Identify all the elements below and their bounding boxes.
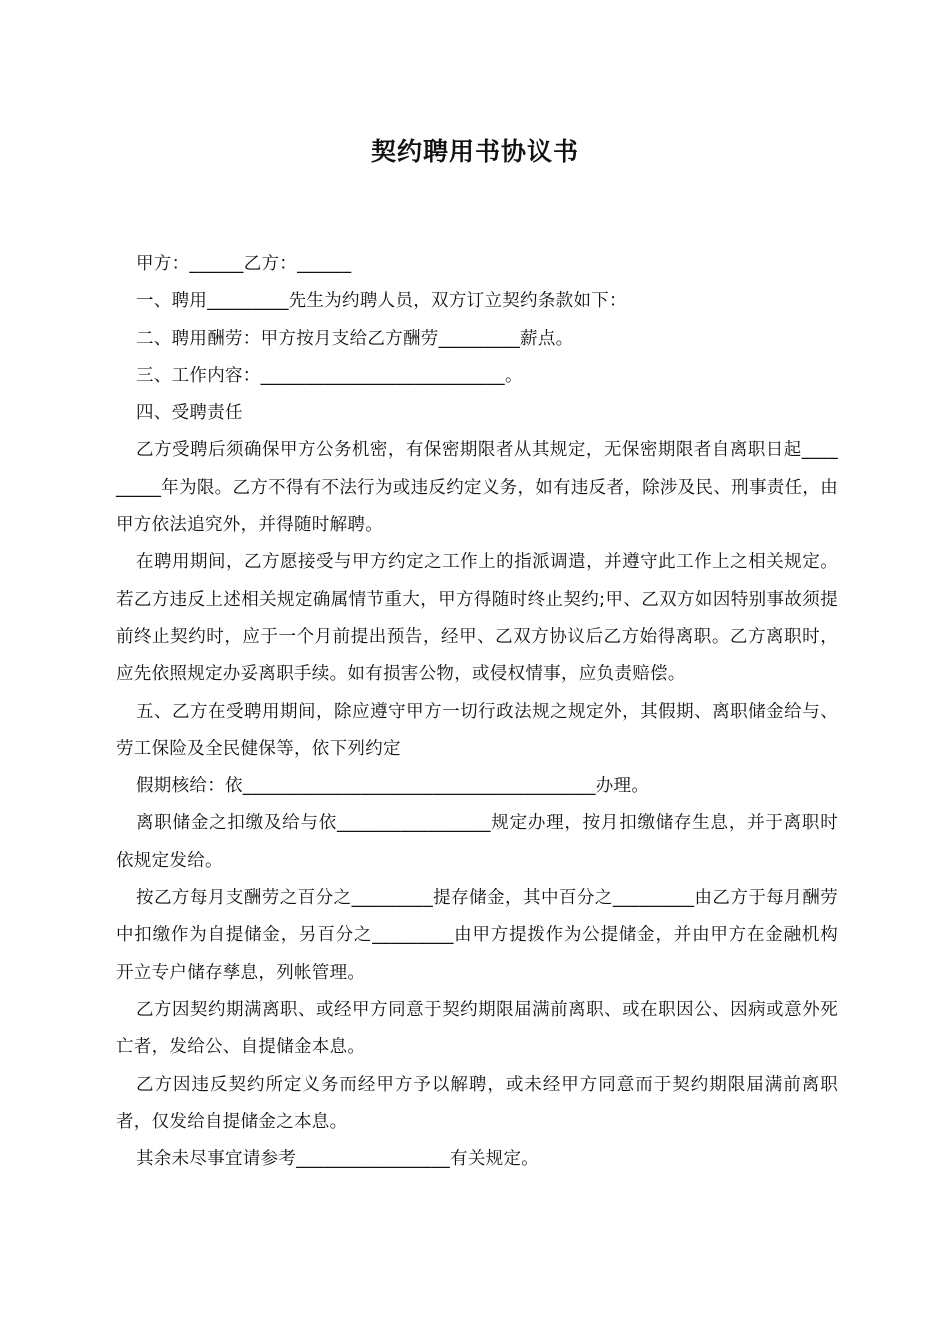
paragraph-parties: 甲方：______乙方：______ [136,254,352,274]
paragraph-clause-1-hire: 一、聘用_________先生为约聘人员，双方订立契约条款如下： [136,291,627,312]
document-title: 契约聘用书协议书 [370,137,579,166]
paragraph-clause-5-benefits: 五、乙方在受聘用期间，除应遵守甲方一切行政法规之规定外，其假期、离职储金给与、劳工保险及全民健保等，依下列约定 [116,701,838,759]
paragraph-other-matters: 其余未尽事宜请参考_________________有关规定。 [136,1149,540,1170]
paragraph-confidentiality: 乙方受聘后须确保甲方公务机密，有保密期限者从其规定，无保密期限者自离职日起_________年为限。乙方不得有不法行为或违反约定义务，如有违反者，除涉及民、刑事责任，由甲方依法追究外，并得随时解聘。 [116,440,838,536]
paragraph-clause-2-pay: 二、聘用酬劳：甲方按月支给乙方酬劳_________薪点。 [136,328,574,349]
paragraph-clause-4-heading: 四、受聘责任 [136,403,243,424]
paragraph-fund-payout: 乙方因契约期满离职、或经甲方同意于契约期限届满前离职、或在职因公、因病或意外死亡者，发给公、自提储金本息。 [116,999,838,1058]
paragraph-fund-dismissal: 乙方因违反契约所定义务而经甲方予以解聘，或未经甲方同意而于契约期限届满前离职者，仅发给自提储金之本息。 [116,1074,838,1132]
paragraph-severance-fund: 离职储金之扣缴及给与依_________________规定办理，按月扣缴储存生息，并于离职时依规定发给。 [116,813,838,871]
paragraph-assignment-termination: 在聘用期间，乙方愿接受与甲方约定之工作上的指派调遣，并遵守此工作上之相关规定。若乙方违反上述相关规定确属情节重大，甲方得随时终止契约;甲、乙双方如因特别事故须提前终止契约时，应于一个月前提出预告，经甲、乙双方协议后乙方始得离职。乙方离职时，应先依照规定办妥离职手续。如有损害公物，或侵权情事，应负责赔偿。 [116,552,838,685]
paragraph-clause-3-duties: 三、工作内容：___________________________。 [136,365,523,386]
paragraph-leave: 假期核给：依_______________________________________办理。 [136,776,650,797]
document-body [116,246,838,1178]
paragraph-fund-percentages: 按乙方每月支酬劳之百分之_________提存储金，其中百分之_________由乙方于每月酬劳中扣缴作为自提储金，另百分之_________由甲方提拨作为公提储金，并由甲方在金融机构开立专户储存孳息，列帐管理。 [116,888,838,983]
